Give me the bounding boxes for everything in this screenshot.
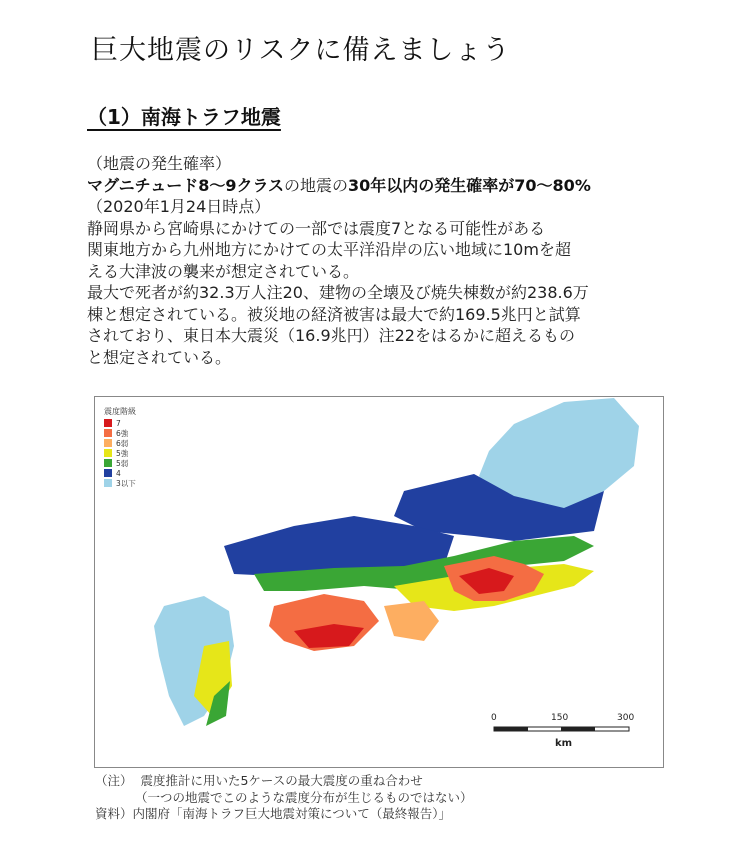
note-line-1: [95, 773, 473, 790]
legend-label: 4: [116, 469, 121, 478]
legend-swatch: [104, 419, 112, 427]
seismic-intensity-map: [94, 396, 664, 768]
legend-title: 震度階級: [104, 407, 136, 416]
tsunami-line-1: 関東地方から九州地方にかけての太平洋沿岸の広い地域に10mを超: [87, 240, 571, 259]
intensity-line: 静岡県から宮崎県にかけての一部では震度7となる可能性がある: [87, 218, 546, 238]
legend-swatch: [104, 469, 112, 477]
damage-line-3: されており、東日本大震災（16.9兆円）注22をはるかに超えるもの: [87, 326, 575, 345]
legend-label: 7: [116, 419, 121, 428]
legend-swatch: [104, 449, 112, 457]
damage-line-1: 最大で死者が約32.3万人注20、建物の全壊及び焼失棟数が約238.6万: [87, 283, 589, 302]
date-note: （2020年1月24日時点）: [87, 197, 271, 216]
legend-swatch: [104, 459, 112, 467]
note-line-2: （一つの地震でこのような震度分布が生じるものではない）: [135, 789, 473, 805]
probability-text: 30年以内の発生確率が70〜80%: [348, 175, 591, 195]
legend-label: 5弱: [116, 459, 129, 468]
scale-label-150: 150: [551, 713, 569, 723]
note-text-1: 震度推計に用いた5ケースの最大震度の重ね合わせ: [140, 773, 423, 788]
legend-label: 3以下: [116, 479, 136, 488]
legend-label: 6弱: [116, 439, 129, 448]
scale-label-0: 0: [491, 713, 497, 723]
scale-label-300: 300: [617, 713, 635, 723]
tsunami-line-2: える大津波の襲来が想定されている。: [87, 261, 360, 281]
note-label: （注）: [95, 773, 133, 788]
scale-unit: km: [555, 738, 573, 749]
body-text: [87, 153, 687, 368]
magnitude-text: マグニチュード8〜9クラス: [87, 175, 284, 195]
legend-label: 5強: [116, 449, 129, 458]
legend-swatch: [104, 429, 112, 437]
notes: [95, 773, 473, 823]
damage-line-4: と想定されている。: [87, 347, 232, 367]
damage-line-2: 棟と想定されている。被災地の経済被害は最大で約169.5兆円と試算: [87, 304, 581, 324]
legend-label: 6強: [116, 429, 129, 438]
magnitude-mid-text: の地震の: [284, 175, 349, 195]
probability-label: （地震の発生確率）: [87, 154, 232, 173]
section-heading: （1）南海トラフ地震: [87, 105, 281, 129]
legend-swatch: [104, 479, 112, 487]
page-title: 巨大地震のリスクに備えましょう: [91, 35, 511, 66]
source-line: 資料）内閣府「南海トラフ巨大地震対策について（最終報告）」: [95, 806, 452, 821]
probability-line: [87, 175, 687, 197]
legend-swatch: [104, 439, 112, 447]
